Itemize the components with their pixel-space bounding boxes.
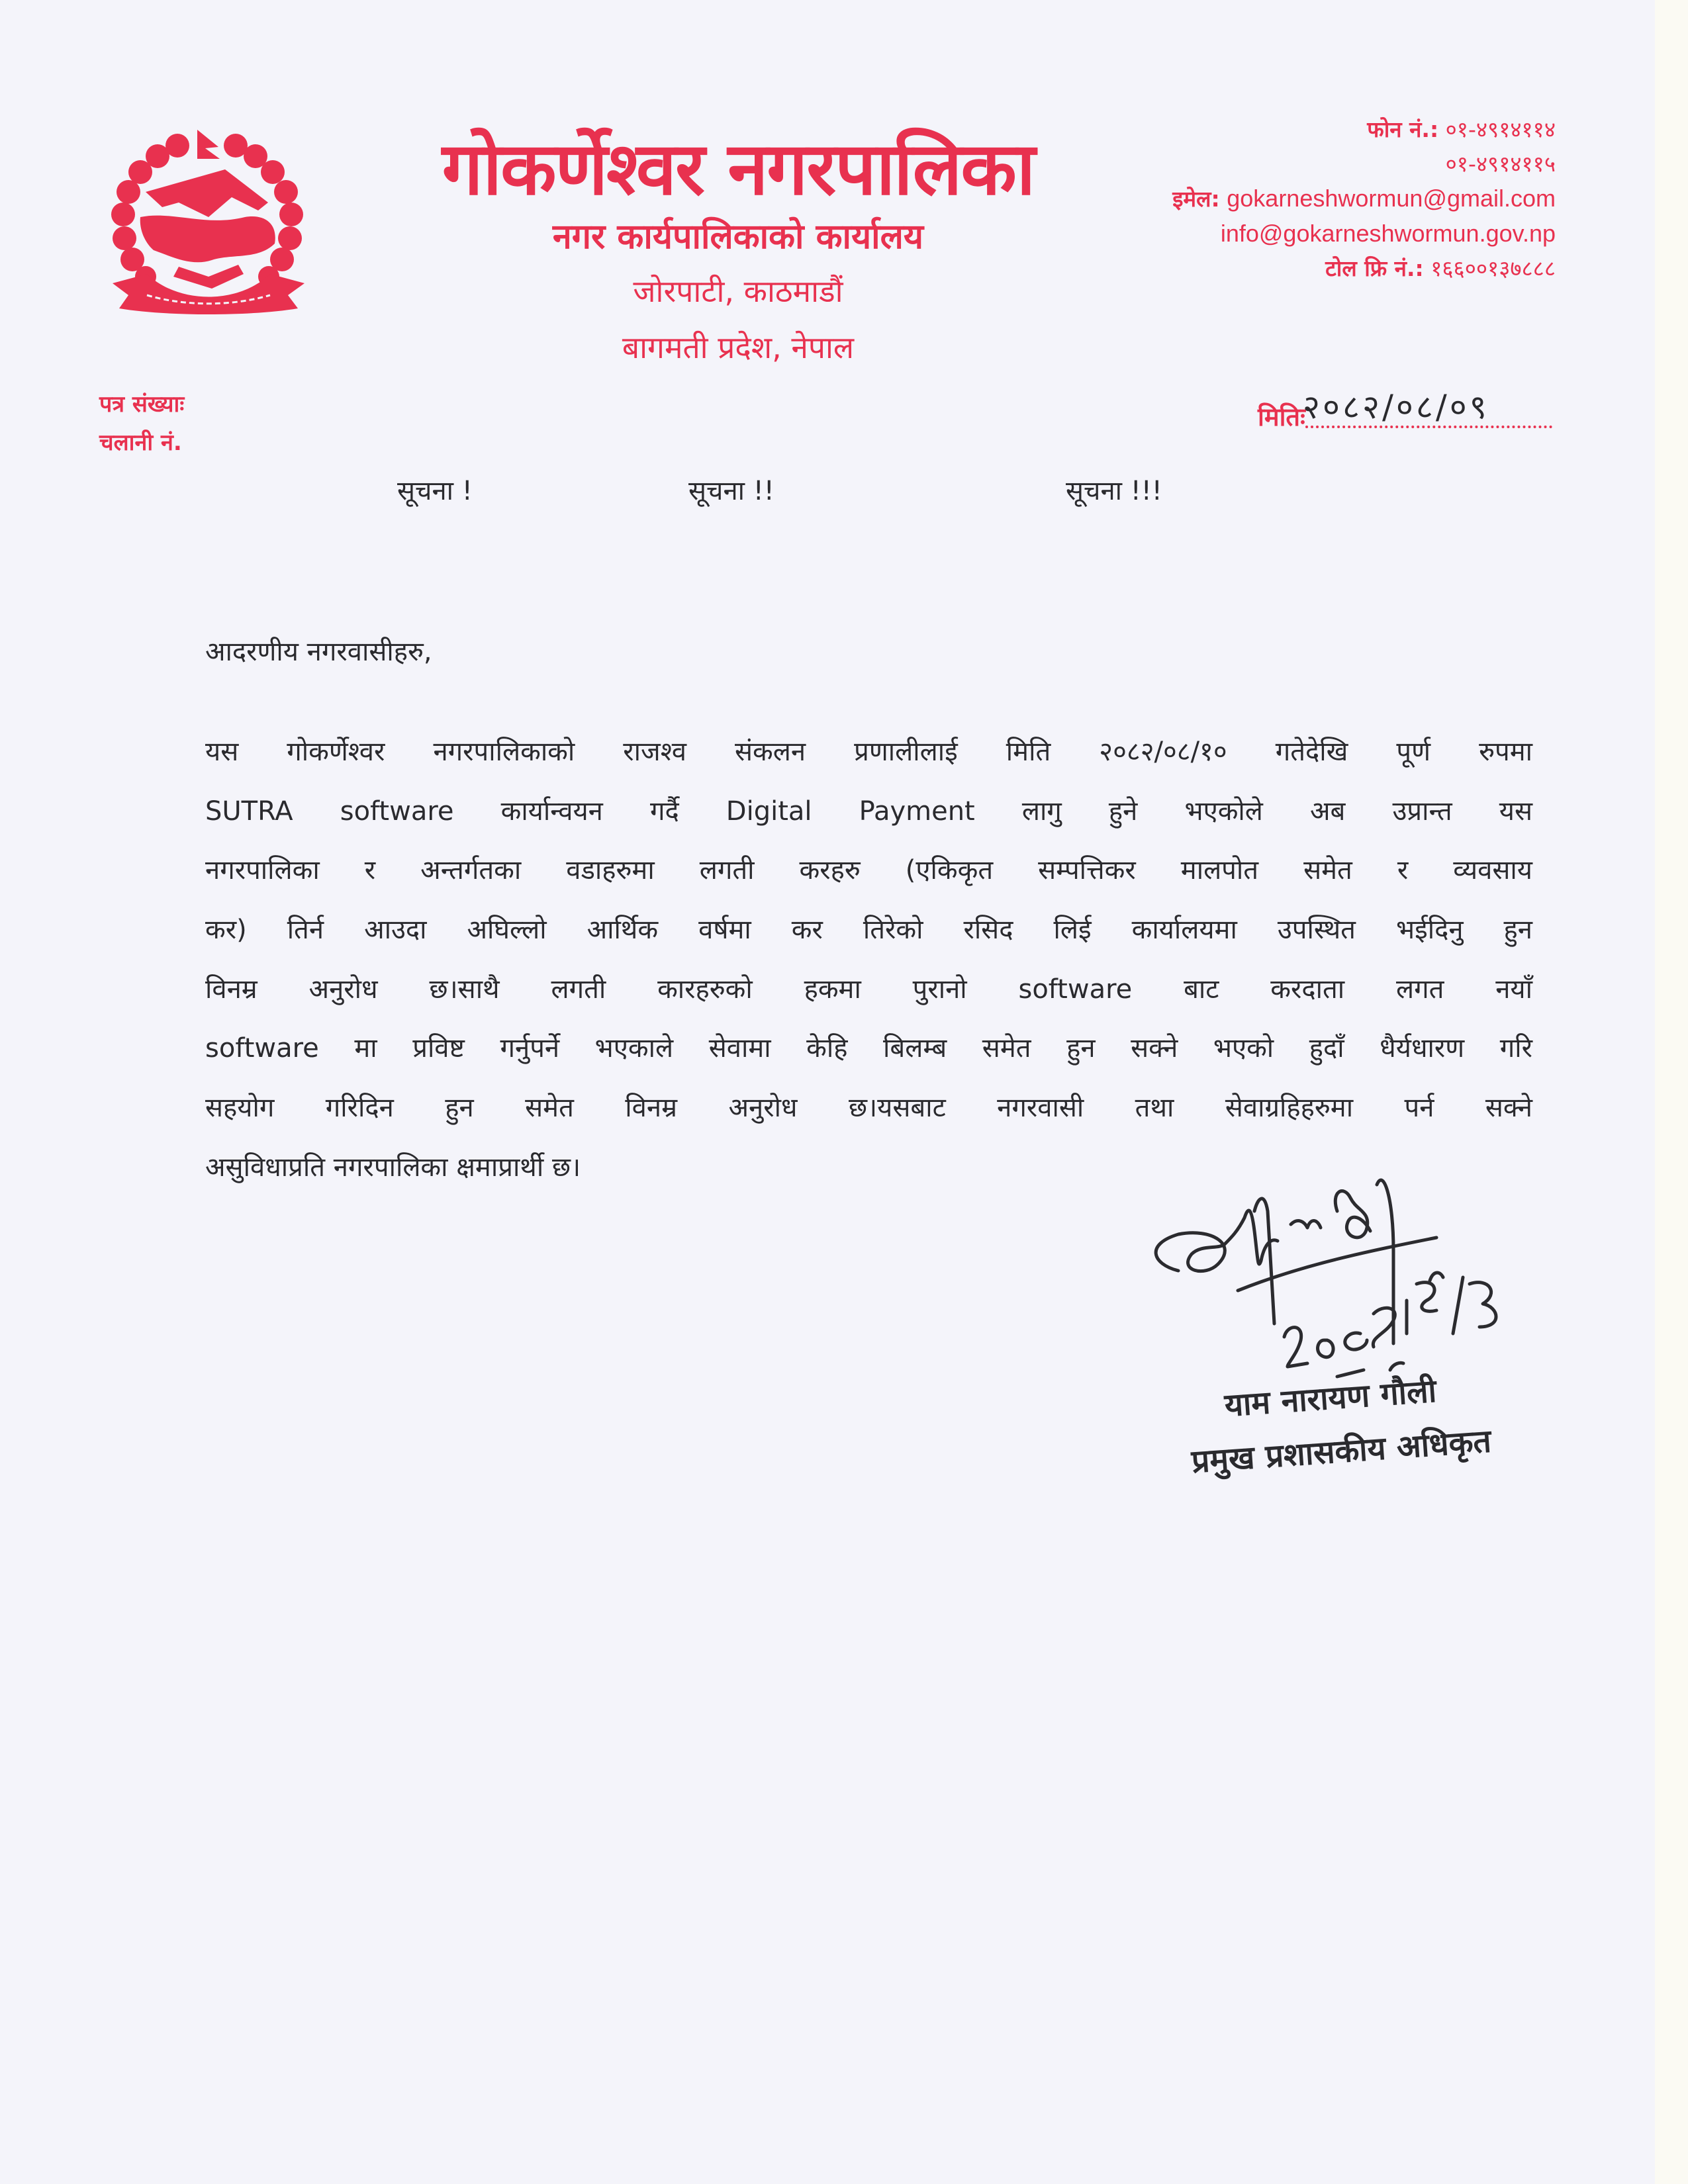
address-line-1: जोरपाटी, काठमाडौं (633, 273, 843, 309)
email-2[interactable]: info@gokarneshwormun.gov.np (1220, 220, 1556, 247)
email-row-2 (1172, 216, 1556, 251)
notice-heading-2: सूचना !! (688, 476, 774, 506)
body-line: असुविधाप्रति नगरपालिका क्षमाप्रार्थी छ। (205, 1152, 581, 1183)
phone-row (1172, 113, 1556, 147)
body-line: कर) तिर्न आउदा अघिल्लो आर्थिक वर्षमा कर तिरेको रसिद लिई कार्यालयमा उपस्थित भईदिनु हुन (205, 915, 1532, 946)
email-row (1172, 181, 1556, 216)
phone-label: फोन नं.: (1367, 116, 1439, 142)
body-line: नगरपालिका र अन्तर्गतका वडाहरुमा लगती करहरु (एकिकृत सम्पत्तिकर मालपोत समेत र व्यवसाय (205, 855, 1532, 886)
letter-number-label: पत्र संख्याः (99, 391, 185, 418)
phone-number-1: ०१-४९१४११४ (1445, 116, 1556, 142)
email-1[interactable]: gokarneshwormun@gmail.com (1227, 185, 1556, 212)
body-line: सहयोग गरिदिन हुन समेत विनम्र अनुरोध छ।यसबाट नगरवासी तथा सेवाग्रहिहरुमा पर्न सक्ने (205, 1093, 1532, 1124)
office-subtitle: नगर कार्यपालिकाको कार्यालय (552, 217, 924, 257)
address-line-2: बागमती प्रदेश, नेपाल (622, 330, 855, 365)
body-line: विनम्र अनुरोध छ।साथै लगती कारहरुको हकमा पुरानो software बाट करदाता लगत नयाँ (205, 974, 1532, 1005)
date-value: २०८२/०८/०९ (1303, 388, 1489, 426)
date-label: मितिः (1258, 402, 1305, 432)
signatory-designation: प्रमुख प्रशासकीय अधिकृत (1190, 1422, 1493, 1480)
notice-heading-1: सूचना ! (397, 476, 473, 506)
date-field (1258, 387, 1552, 433)
tollfree-row (1172, 251, 1556, 286)
nepal-emblem-icon (99, 118, 318, 336)
phone-number-2: ०१-४९१४११५ (1445, 151, 1556, 177)
tollfree-label: टोल फ्रि नं.: (1325, 255, 1424, 281)
tollfree-number: १६६००१३७८८८ (1430, 255, 1556, 281)
reference-block (99, 385, 184, 462)
body-line: software मा प्रविष्ट गर्नुपर्ने भएकाले सेवामा केहि बिलम्ब समेत हुन सक्ने भएको हुदाँ धैर्यधारण गरि (205, 1033, 1532, 1064)
body-line: SUTRA software कार्यान्वयन गर्दै Digital Payment लागु हुने भएकोले अब उप्रान्त यस (205, 796, 1532, 827)
contact-block (1172, 113, 1556, 286)
email-label: इमेल: (1172, 186, 1220, 212)
signatory-name: याम नारायण गौली (1223, 1372, 1438, 1424)
body-paragraph (205, 723, 1532, 1198)
salutation: आदरणीय नगरवासीहरु, (205, 637, 432, 667)
notice-heading-3: सूचना !!! (1066, 476, 1162, 506)
body-line: यस गोकर्णेश्वर नगरपालिकाको राजश्व संकलन प्रणालीलाई मिति २०८२/०८/१० गतेदेखि पूर्ण रुपमा (205, 737, 1532, 767)
phone-row-2 (1172, 147, 1556, 181)
municipality-title: गोकर्णेश्वर नगरपालिका (442, 126, 1035, 211)
dispatch-number-label: चलानी नं. (99, 430, 182, 456)
handwritten-signature (1139, 1171, 1562, 1390)
